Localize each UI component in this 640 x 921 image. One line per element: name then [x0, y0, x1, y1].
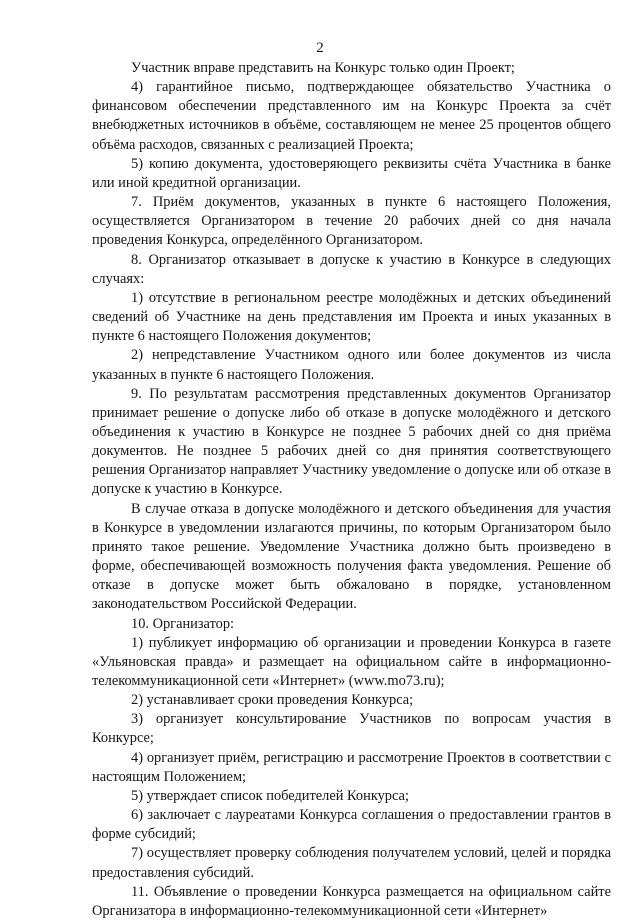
document-body [92, 59, 611, 921]
paragraph-item-7: 7. Приём документов, указанных в пункте 6 настоящего Положения, осуществляется Организатором в течение 20 рабочих дней со дня начала проведения Конкурса, определённого Организатором. [92, 194, 611, 249]
paragraph-item-10-7: 7) осуществляет проверку соблюдения получателем условий, целей и порядка предоставления субсидий. [92, 845, 611, 881]
paragraph-participant-one-project: Участник вправе представить на Конкурс только один Проект; [131, 60, 515, 76]
paragraph-item-10-1: 1) публикует информацию об организации и проведении Конкурса в газете «Ульяновская правда» и размещает на официальном сайте в информационно-телекоммуникационной сети «Интернет» (www.mo73.ru); [92, 634, 611, 689]
paragraph-guarantee-letter: 4) гарантийное письмо, подтверждающее обязательство Участника о финансовом обеспечении представленного им на Конкурс Проекта за счёт внебюджетных источников в объёме, составляющем не менее 25 процентов общего объёма расходов, связанных с реализацией Проекта; [92, 79, 611, 153]
paragraph-refusal-notice: В случае отказа в допуске молодёжного и детского объединения для участия в Конкурсе в уведомлении излагаются причины, по которым Организатором было принято такое решение. Уведомление Участника должно быть произведено в форме, обеспечивающей возможность получения факта уведомления. Решение об отказе в допуске может быть обжаловано в порядке, установленном законодательством Российской Федерации. [92, 500, 611, 613]
paragraph-item-10-6: 6) заключает с лауреатами Конкурса соглашения о предоставлении грантов в форме субсидий; [92, 807, 611, 843]
paragraph-item-8-1: 1) отсутствие в региональном реестре молодёжных и детских объединений сведений об Участнике на день представления им Проекта и иных указанных в пункте 6 настоящего Положения документов; [92, 289, 611, 345]
paragraph-item-10: 10. Организатор: [131, 615, 235, 632]
paragraph-item-10-4: 4) организует приём, регистрацию и рассмотрение Проектов в соответствии с настоящим Положением; [92, 749, 611, 785]
paragraph-bank-account-copy: 5) копию документа, удостоверяющего реквизиты счёта Участника в банке или иной кредитной организации. [92, 155, 611, 191]
paragraph-item-8: 8. Организатор отказывает в допуске к участию в Конкурсе в следующих случаях: [92, 251, 611, 287]
paragraph-item-9: 9. По результатам рассмотрения представленных документов Организатор принимает решение о допуске либо об отказе в допуске молодёжного и детского объединения к участию в Конкурсе не позднее 5 рабочих дней со дня приёма документов. Не позднее 5 рабочих дней со дня принятия соответствующего решения Организатор направляет Участнику уведомление о допуске или об отказе в допуске к участию в Конкурсе. [92, 385, 611, 498]
paragraph-item-10-5: 5) утверждает список победителей Конкурса; [131, 787, 409, 804]
paragraph-item-10-3: 3) организует консультирование Участников по вопросам участия в Конкурсе; [92, 711, 611, 747]
paragraph-item-11: 11. Объявление о проведении Конкурса размещается на официальном сайте Организатора в информационно-телекоммуникационной сети «Интернет» [92, 883, 611, 919]
paragraph-item-10-2: 2) устанавливает сроки проведения Конкурса; [131, 692, 414, 709]
paragraph-item-8-2: 2) непредставление Участником одного или более документов из числа указанных в пункте 6 настоящего Положения. [92, 347, 611, 383]
page-number: 2 [316, 40, 324, 56]
